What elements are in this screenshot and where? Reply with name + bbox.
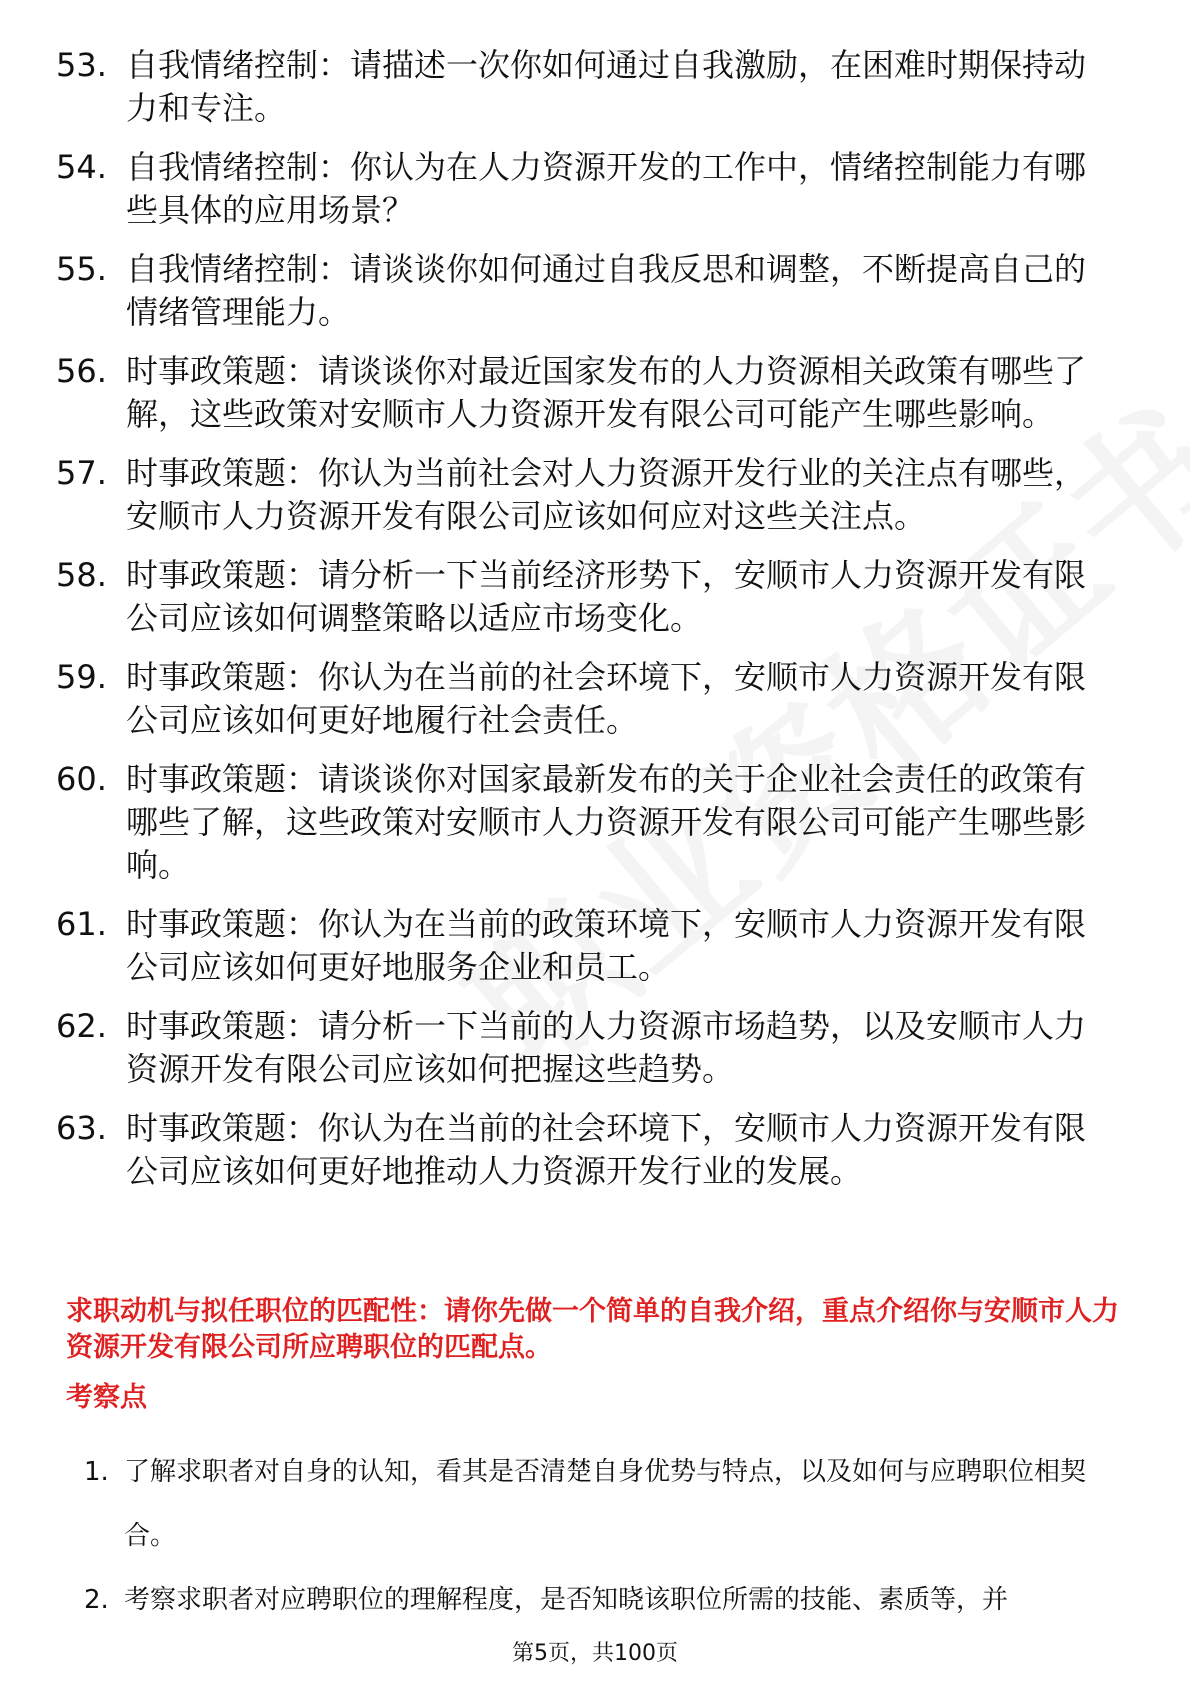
list-item [56, 452, 1106, 538]
item-text: 考察求职者对应聘职位的理解程度，是否知晓该职位所需的技能、素质等，并 [124, 1585, 1009, 1615]
list-item [56, 146, 1106, 232]
item-text: 时事政策题：你认为在当前的社会环境下，安顺市人力资源开发有限公司应该如何更好地推动人力资源开发行业的发展。 [126, 1109, 1087, 1190]
question-list [56, 44, 1106, 1209]
list-item [56, 656, 1106, 742]
list-item [56, 554, 1106, 640]
item-text: 时事政策题：请分析一下当前经济形势下，安顺市人力资源开发有限公司应该如何调整策略以适应市场变化。 [126, 556, 1087, 637]
section-heading: 考察点 [66, 1382, 147, 1413]
item-number: 57. [56, 454, 107, 492]
item-text: 时事政策题：请分析一下当前的人力资源市场趋势，以及安顺市人力资源开发有限公司应该如何把握这些趋势。 [126, 1007, 1087, 1088]
highlight-question: 求职动机与拟任职位的匹配性：请你先做一个简单的自我介绍，重点介绍你与安顺市人力资源开发有限公司所应聘职位的匹配点。 [66, 1296, 1119, 1363]
item-number: 2. [84, 1585, 109, 1615]
item-number: 63. [56, 1109, 107, 1147]
page-number: 第5页，共100页 [512, 1641, 678, 1666]
item-text: 自我情绪控制：你认为在人力资源开发的工作中，情绪控制能力有哪些具体的应用场景？ [126, 148, 1087, 229]
item-number: 1. [84, 1457, 109, 1487]
item-text: 时事政策题：请谈谈你对最近国家发布的人力资源相关政策有哪些了解，这些政策对安顺市人力资源开发有限公司可能产生哪些影响。 [126, 352, 1087, 433]
list-item [56, 903, 1106, 989]
item-number: 62. [56, 1007, 107, 1045]
item-number: 61. [56, 905, 107, 943]
item-text: 时事政策题：你认为在当前的政策环境下，安顺市人力资源开发有限公司应该如何更好地服务企业和员工。 [126, 905, 1087, 986]
item-text: 时事政策题：你认为在当前的社会环境下，安顺市人力资源开发有限公司应该如何更好地履行社会责任。 [126, 658, 1087, 739]
list-item [84, 1568, 1124, 1632]
item-text: 自我情绪控制：请描述一次你如何通过自我激励，在困难时期保持动力和专注。 [126, 46, 1087, 127]
item-number: 55. [56, 250, 107, 288]
list-item [56, 350, 1106, 436]
list-item [56, 758, 1106, 887]
item-number: 58. [56, 556, 107, 594]
list-item [56, 1107, 1106, 1193]
item-number: 54. [56, 148, 107, 186]
item-text: 自我情绪控制：请谈谈你如何通过自我反思和调整，不断提高自己的情绪管理能力。 [126, 250, 1087, 331]
list-item [56, 1005, 1106, 1091]
item-number: 53. [56, 46, 107, 84]
assessment-points [84, 1440, 1124, 1632]
item-text: 了解求职者对自身的认知，看其是否清楚自身优势与特点，以及如何与应聘职位相契合。 [124, 1457, 1087, 1551]
item-number: 56. [56, 352, 107, 390]
item-text: 时事政策题：你认为当前社会对人力资源开发行业的关注点有哪些，安顺市人力资源开发有限公司应该如何应对这些关注点。 [126, 454, 1087, 535]
item-number: 59. [56, 658, 107, 696]
list-item [84, 1440, 1124, 1568]
list-item [56, 248, 1106, 334]
list-item [56, 44, 1106, 130]
item-number: 60. [56, 760, 107, 798]
item-text: 时事政策题：请谈谈你对国家最新发布的关于企业社会责任的政策有哪些了解，这些政策对安顺市人力资源开发有限公司可能产生哪些影响。 [126, 760, 1087, 884]
